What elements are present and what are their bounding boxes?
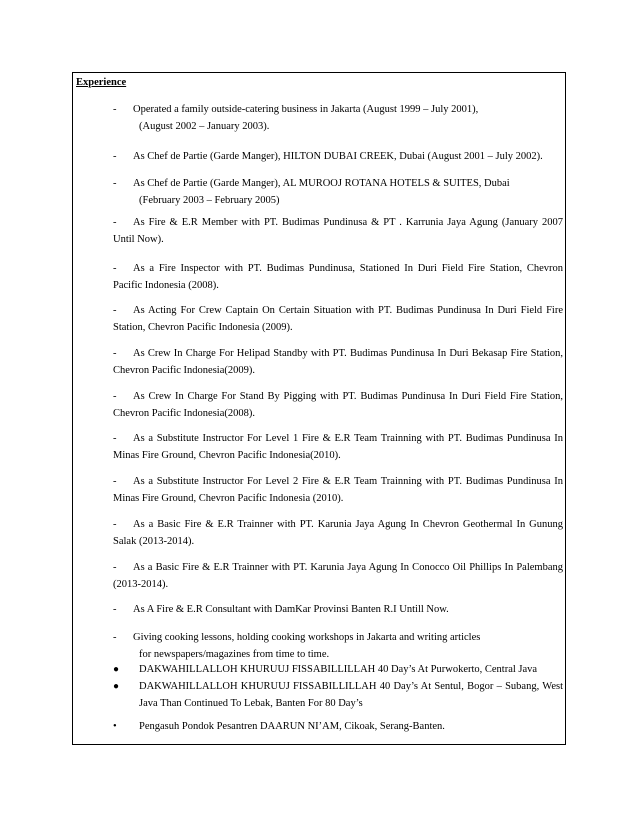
experience-item <box>113 718 563 735</box>
entry-line: Operated a family outside-catering business in Jakarta (August 1999 – July 2001), <box>133 104 479 115</box>
disc-bullet-icon: ● <box>113 664 120 675</box>
entry-line: Pacific Indonesia (2008). <box>113 280 219 291</box>
dash-marker: - <box>113 391 117 402</box>
dash-marker: - <box>113 476 117 487</box>
disc-item-line: DAKWAHILLALLOH KHURUUJ FISSABILLILLAH 40 Day’s At Purwokerto, Central Java <box>139 664 538 675</box>
entry-line: As a Basic Fire & E.R Trainner with PT. Karunia Jaya Agung In Conocco Oil Phillips In Palembang <box>133 562 563 573</box>
experience-item <box>113 601 563 618</box>
entry-line: Until Now). <box>113 234 164 245</box>
entry-line: Minas Fire Ground, Chevron Pacific Indonesia(2010). <box>113 450 341 461</box>
entry-line: As a Basic Fire & E.R Trainner with PT. Karunia Jaya Agung In Chevron Geothermal In Gunung <box>133 519 563 530</box>
dash-marker: - <box>113 178 117 189</box>
experience-item <box>113 516 563 550</box>
section-heading: Experience <box>76 77 127 88</box>
experience-item <box>113 629 563 663</box>
experience-item <box>113 214 563 248</box>
entry-line: for newspapers/magazines from time to time. <box>139 649 330 660</box>
entry-line: Giving cooking lessons, holding cooking workshops in Jakarta and writing articles <box>133 632 481 643</box>
experience-item <box>113 473 563 507</box>
disc-bullet-icon: ● <box>113 681 120 692</box>
experience-item <box>113 345 563 379</box>
entry-line: Chevron Pacific Indonesia(2008). <box>113 408 256 419</box>
entry-line: As a Fire Inspector with PT. Budimas Pundinusa, Stationed In Duri Field Fire Station, Chevron <box>133 263 563 274</box>
entry-line: (February 2003 – February 2005) <box>139 195 280 206</box>
experience-item <box>113 148 563 165</box>
entry-line: Minas Fire Ground, Chevron Pacific Indonesia (2010). <box>113 493 344 504</box>
entry-line: Salak (2013-2014). <box>113 536 195 547</box>
experience-item <box>113 260 563 294</box>
entry-line: Chevron Pacific Indonesia(2009). <box>113 365 256 376</box>
entry-line: As Crew In Charge For Helipad Standby with PT. Budimas Pundinusa In Duri Bekasap Fire Station, <box>133 348 563 359</box>
entry-line: As Chef de Partie (Garde Manger), HILTON DUBAI CREEK, Dubai (August 2001 – July 2002). <box>133 151 543 162</box>
dash-marker: - <box>113 305 117 316</box>
disc-item-line: Java Than Continued To Lebak, Banten For 80 Day’s <box>139 698 363 709</box>
dash-marker: - <box>113 519 117 530</box>
dash-marker: - <box>113 348 117 359</box>
bullet-marker: • <box>113 721 117 732</box>
entry-line: As Crew In Charge For Stand By Pigging with PT. Budimas Pundinusa In Duri Field Fire Station, <box>133 391 563 402</box>
entry-line: (2013-2014). <box>113 579 169 590</box>
experience-item <box>113 559 563 593</box>
dash-marker: - <box>113 433 117 444</box>
entry-line: As Fire & E.R Member with PT. Budimas Pundinusa & PT . Karrunia Jaya Agung (January 2007 <box>133 217 563 228</box>
disc-list-item <box>113 678 563 712</box>
entry-line: As a Substitute Instructor For Level 1 Fire & E.R Team Trainning with PT. Budimas Pundinusa In <box>133 433 563 444</box>
dash-marker: - <box>113 263 117 274</box>
dash-marker: - <box>113 604 117 615</box>
entry-line: (August 2002 – January 2003). <box>139 121 270 132</box>
dash-marker: - <box>113 217 117 228</box>
disc-item-line: DAKWAHILLALLOH KHURUUJ FISSABILLILLAH 40 Day’s At Sentul, Bogor – Subang, West <box>139 681 563 692</box>
entry-line: Pengasuh Pondok Pesantren DAARUN NI’AM, Cikoak, Serang-Banten. <box>139 721 445 732</box>
entry-line: Station, Chevron Pacific Indonesia (2009). <box>113 322 293 333</box>
dash-marker: - <box>113 562 117 573</box>
dash-marker: - <box>113 104 117 115</box>
entry-line: As Chef de Partie (Garde Manger), AL MUROOJ ROTANA HOTELS & SUITES, Dubai <box>133 178 510 189</box>
experience-item <box>113 101 563 135</box>
entry-line: As a Substitute Instructor For Level 2 Fire & E.R Team Trainning with PT. Budimas Pundinusa In <box>133 476 563 487</box>
dash-marker: - <box>113 632 117 643</box>
experience-item <box>113 175 563 209</box>
experience-item <box>113 302 563 336</box>
entry-line: As A Fire & E.R Consultant with DamKar Provinsi Banten R.I Untill Now. <box>133 604 449 615</box>
entry-line: As Acting For Crew Captain On Certain Situation with PT. Budimas Pundinusa In Duri Field Fire <box>133 305 563 316</box>
disc-list-item <box>113 661 563 678</box>
experience-item <box>113 388 563 422</box>
experience-item <box>113 430 563 464</box>
dash-marker: - <box>113 151 117 162</box>
experience-box <box>72 72 566 745</box>
